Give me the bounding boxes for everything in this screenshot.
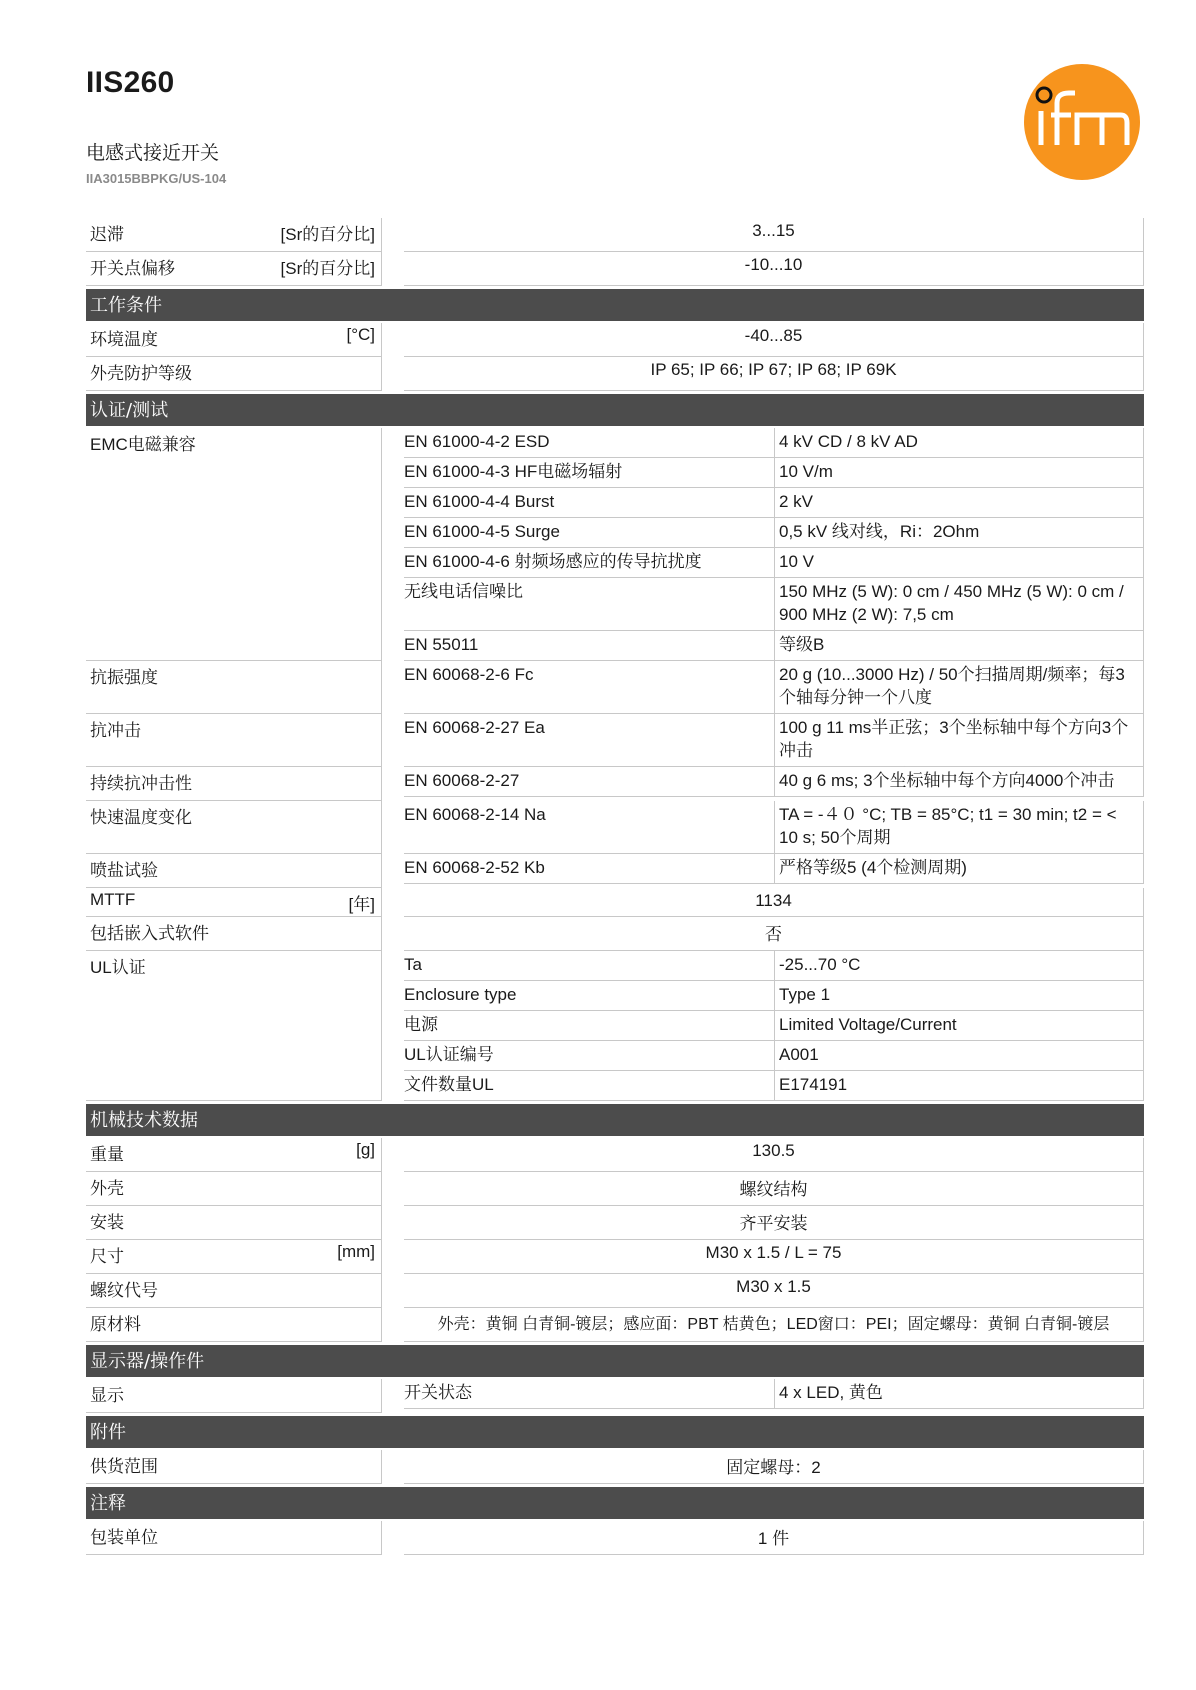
label: 抗振强度 (90, 668, 158, 687)
spec-row-display (86, 1379, 1144, 1413)
std: 电源 (404, 1011, 775, 1041)
value: -40...85 (404, 323, 1144, 357)
value: 否 (404, 917, 1144, 951)
spec-row-ambient-temp (86, 323, 1144, 357)
std-value: Limited Voltage/Current (775, 1011, 1144, 1041)
spec-row-embedded-software (86, 917, 1144, 951)
label: UL认证 (90, 958, 146, 977)
unit: [mm] (337, 1242, 375, 1261)
label: 快速温度变化 (90, 808, 192, 827)
unit: [Sr的百分比] (280, 259, 375, 278)
std: EN 60068-2-6 Fc (404, 661, 775, 714)
spec-row-materials (86, 1308, 1144, 1342)
std: Ta (404, 951, 775, 981)
spec-row-scope-of-supply (86, 1450, 1144, 1484)
std-value: E174191 (775, 1071, 1144, 1101)
label: 外壳 (90, 1179, 124, 1198)
value: IP 65; IP 66; IP 67; IP 68; IP 69K (404, 357, 1144, 391)
label: EMC电磁兼容 (90, 435, 196, 454)
value: 1134 (404, 888, 1144, 917)
label: 抗冲击 (90, 721, 141, 740)
unit: [年] (348, 895, 375, 914)
ifm-logo (1023, 63, 1141, 181)
spec-row-bump (86, 767, 1144, 801)
value: 外壳：黄铜 白青铜-镀层；感应面：PBT 桔黄色；LED窗口：PEI；固定螺母：黄铜 白青铜-镀层 (404, 1308, 1144, 1342)
std-value: -25...70 °C (775, 951, 1144, 981)
spec-row-ul (86, 951, 1144, 1101)
unit: [°C] (346, 325, 375, 344)
std: EN 61000-4-4 Burst (404, 488, 775, 518)
std-value: 4 kV CD / 8 kV AD (775, 428, 1144, 458)
label: 供货范围 (90, 1457, 158, 1476)
value: 130.5 (404, 1138, 1144, 1172)
section-display: 显示器/操作件 (86, 1345, 1144, 1377)
value: 螺纹结构 (404, 1172, 1144, 1206)
std-value: 20 g (10...3000 Hz) / 50个扫描周期/频率；每3个轴每分钟一个八度 (775, 661, 1144, 714)
section-remarks: 注释 (86, 1487, 1144, 1519)
spec-table (86, 218, 1144, 1555)
spec-row-vibration (86, 661, 1144, 714)
label: 开关点偏移 (90, 259, 175, 278)
product-title: IIS260 (86, 66, 175, 99)
unit: [g] (356, 1140, 375, 1159)
unit: [Sr的百分比] (280, 225, 375, 244)
spec-row-weight (86, 1138, 1144, 1172)
value: 1 件 (404, 1521, 1144, 1555)
section-mechanical: 机械技术数据 (86, 1104, 1144, 1136)
label: 喷盐试验 (90, 861, 158, 880)
value: 固定螺母：2 (404, 1450, 1144, 1484)
value: M30 x 1.5 (404, 1274, 1144, 1308)
label: 尺寸 (90, 1247, 124, 1266)
product-subtitle: 电感式接近开关 (86, 142, 220, 164)
label: 显示 (90, 1386, 124, 1405)
value: 齐平安装 (404, 1206, 1144, 1240)
spec-row-thermal-change (86, 801, 1144, 854)
std-value: A001 (775, 1041, 1144, 1071)
std: EN 55011 (404, 631, 775, 661)
std: 开关状态 (404, 1379, 775, 1409)
std-value: 150 MHz (5 W): 0 cm / 450 MHz (5 W): 0 cm / 900 MHz (2 W): 7,5 cm (775, 578, 1144, 631)
std-value: 0,5 kV 线对线，Ri：2Ohm (775, 518, 1144, 548)
value: -10...10 (404, 252, 1144, 286)
label: 包装单位 (90, 1528, 158, 1547)
std-value: 严格等级5 (4个检测周期) (775, 854, 1144, 884)
std-value: 10 V (775, 548, 1144, 578)
label: 持续抗冲击性 (90, 774, 192, 793)
std-value: 等级B (775, 631, 1144, 661)
label: MTTF (90, 890, 136, 909)
label: 迟滞 (90, 225, 124, 244)
spec-row-packaging (86, 1521, 1144, 1555)
spec-row-housing (86, 1172, 1144, 1206)
std-value: TA = -４０ °C; TB = 85°C; t1 = 30 min; t2 = < 10 s; 50个周期 (775, 801, 1144, 854)
article-code: IIA3015BBPKG/US-104 (86, 171, 227, 186)
std: EN 61000-4-2 ESD (404, 428, 775, 458)
label: 外壳防护等级 (90, 364, 192, 383)
label: 螺纹代号 (90, 1281, 158, 1300)
std: EN 60068-2-14 Na (404, 801, 775, 854)
std: UL认证编号 (404, 1041, 775, 1071)
spec-row-shock (86, 714, 1144, 767)
value: M30 x 1.5 / L = 75 (404, 1240, 1144, 1274)
label: 包括嵌入式软件 (90, 924, 209, 943)
std: 文件数量UL (404, 1071, 775, 1101)
section-approvals: 认证/测试 (86, 394, 1144, 426)
std-value: 2 kV (775, 488, 1144, 518)
std: EN 60068-2-27 Ea (404, 714, 775, 767)
section-accessories: 附件 (86, 1416, 1144, 1448)
spec-row-switch-offset (86, 252, 1144, 286)
section-operating: 工作条件 (86, 289, 1144, 321)
spec-row-protection (86, 357, 1144, 391)
std: EN 61000-4-6 射频场感应的传导抗扰度 (404, 548, 775, 578)
spec-row-hysteresis (86, 218, 1144, 252)
spec-row-dimensions (86, 1240, 1144, 1274)
std: EN 61000-4-5 Surge (404, 518, 775, 548)
spec-row-mounting (86, 1206, 1144, 1240)
std: EN 61000-4-3 HF电磁场辐射 (404, 458, 775, 488)
std: Enclosure type (404, 981, 775, 1011)
spec-row-emc (86, 428, 1144, 661)
label: 原材料 (90, 1315, 141, 1334)
value: 3...15 (404, 218, 1144, 252)
spec-row-mttf (86, 888, 1144, 917)
std-value: Type 1 (775, 981, 1144, 1011)
std: EN 60068-2-52 Kb (404, 854, 775, 884)
label: 安装 (90, 1213, 124, 1232)
std-value: 10 V/m (775, 458, 1144, 488)
label: 重量 (90, 1145, 124, 1164)
std-value: 4 x LED, 黄色 (775, 1379, 1144, 1409)
label: 环境温度 (90, 330, 158, 349)
std: EN 60068-2-27 (404, 767, 775, 797)
spec-row-salt-spray (86, 854, 1144, 888)
std: 无线电话信噪比 (404, 578, 775, 631)
std-value: 100 g 11 ms半正弦；3个坐标轴中每个方向3个冲击 (775, 714, 1144, 767)
spec-row-thread (86, 1274, 1144, 1308)
std-value: 40 g 6 ms; 3个坐标轴中每个方向4000个冲击 (775, 767, 1144, 797)
